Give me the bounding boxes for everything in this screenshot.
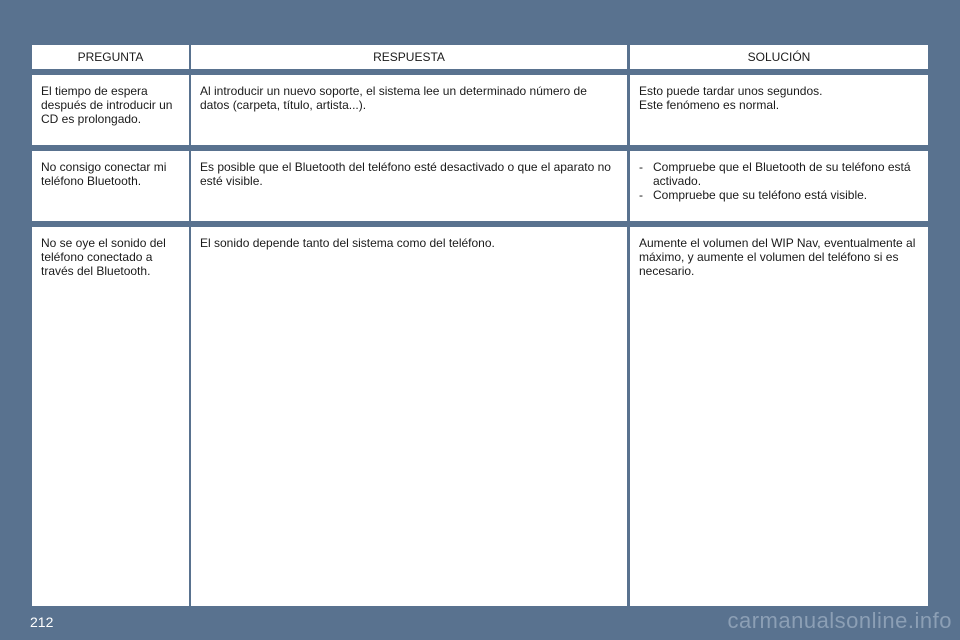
row-1-question: El tiempo de espera después de introducir un CD es prolongado.	[32, 75, 189, 145]
bullet-text: Compruebe que su teléfono está visible.	[653, 188, 868, 202]
row-3-question: No se oye el sonido del teléfono conectado a través del Bluetooth.	[32, 227, 189, 606]
header-solucion: SOLUCIÓN	[630, 45, 928, 69]
row-2-answer: Es posible que el Bluetooth del teléfono esté desactivado o que el aparato no esté visible.	[191, 151, 627, 221]
page-number: 212	[30, 614, 54, 630]
watermark: carmanualsonline.info	[727, 608, 952, 633]
bullet-marker: -	[639, 188, 643, 202]
row-2-solution-bullet-2	[639, 188, 920, 202]
row-1-solution-line-2: Este fenómeno es normal.	[639, 98, 780, 112]
row-2-question: No consigo conectar mi teléfono Bluetooth.	[32, 151, 189, 221]
header-respuesta: RESPUESTA	[191, 45, 627, 69]
row-3-answer: El sonido depende tanto del sistema como del teléfono.	[191, 227, 627, 606]
row-1-answer: Al introducir un nuevo soporte, el sistema lee un determinado número de datos (carpeta, título, artista...).	[191, 75, 627, 145]
row-2-solution	[630, 151, 928, 221]
header-pregunta: PREGUNTA	[32, 45, 189, 69]
row-3-solution: Aumente el volumen del WIP Nav, eventualmente al máximo, y aumente el volumen del teléfono si es necesario.	[630, 227, 928, 606]
row-1-solution-line-1: Esto puede tardar unos segundos.	[639, 84, 823, 98]
row-1-solution	[630, 75, 928, 145]
row-2-solution-bullet-1	[639, 160, 920, 188]
bullet-marker: -	[639, 160, 643, 174]
bullet-text: Compruebe que el Bluetooth de su teléfono está activado.	[653, 160, 911, 188]
